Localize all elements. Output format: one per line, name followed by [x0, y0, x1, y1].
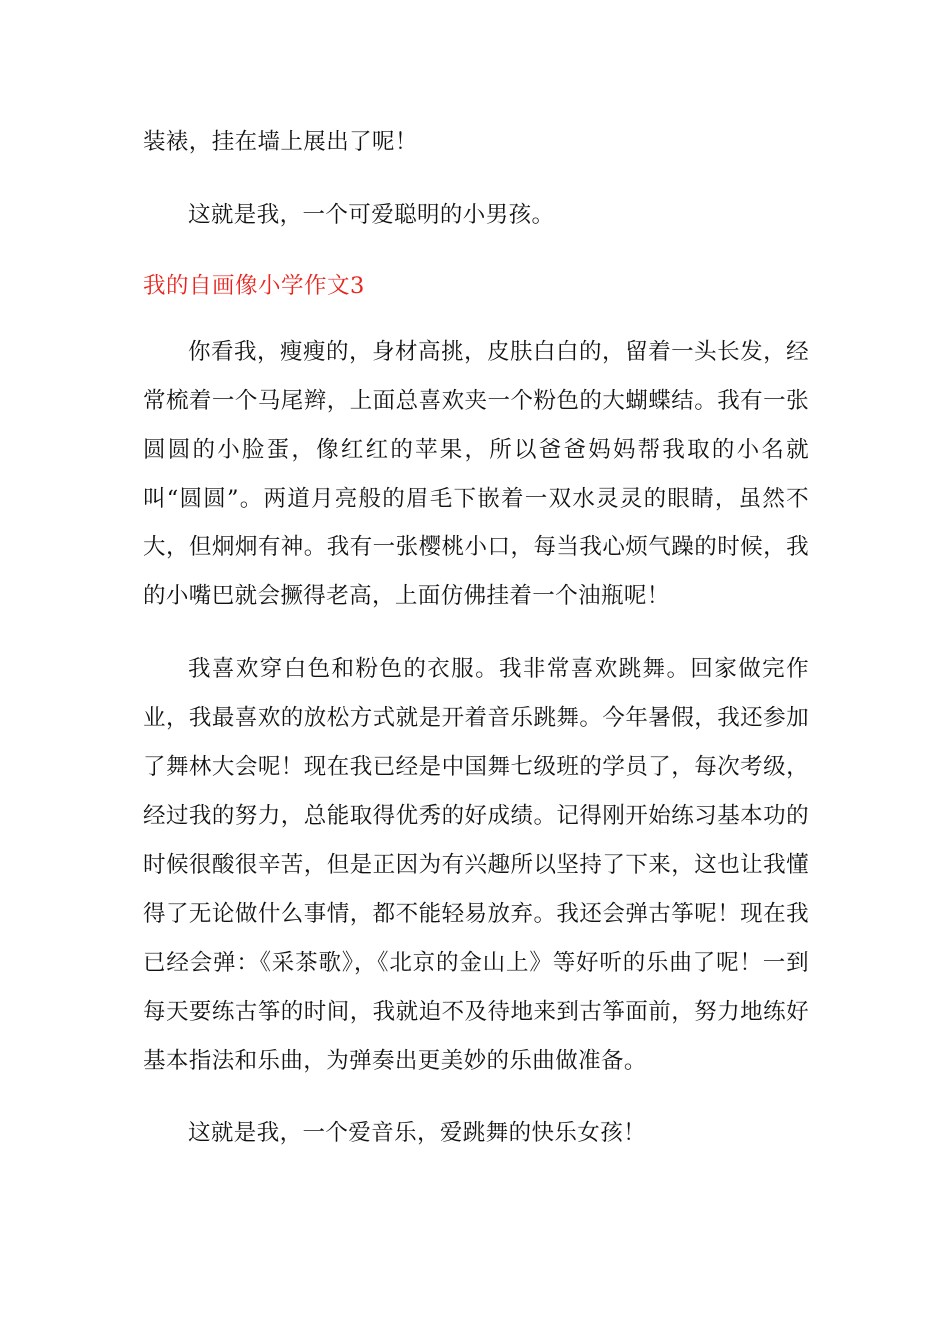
continuation-paragraph: 装裱，挂在墙上展出了呢！ [143, 129, 418, 155]
body-paragraph-appearance: 你看我，瘦瘦的，身材高挑，皮肤白白的，留着一头长发，经常梳着一个马尾辫，上面总喜欢夹一个粉色的大蝴蝶结。我有一张圆圆的小脸蛋，像红红的苹果，所以爸爸妈妈帮我取的小名就叫“圆圆”。两道月亮般的眉毛下嵌着一双水灵灵的眼睛，虽然不大，但炯炯有神。我有一张樱桃小口，每当我心烦气躁的时候，我的小嘴巴就会撅得老高，上面仿佛挂着一个油瓶呢！ [143, 338, 809, 610]
section-heading: 我的自画像小学作文3 [143, 272, 365, 299]
document-page [143, 118, 809, 1158]
closing-paragraph-girl: 这就是我，一个爱音乐，爱跳舞的快乐女孩！ [188, 1120, 647, 1147]
closing-paragraph-boy: 这就是我，一个可爱聪明的小男孩。 [188, 201, 555, 228]
body-paragraph-hobbies: 我喜欢穿白色和粉色的衣服。我非常喜欢跳舞。回家做完作业，我最喜欢的放松方式就是开着音乐跳舞。今年暑假，我还参加了舞林大会呢！现在我已经是中国舞七级班的学员了，每次考级，经过我的努力，总能取得优秀的好成绩。记得刚开始练习基本功的时候很酸很辛苦，但是正因为有兴趣所以坚持了下来，这也让我懂得了无论做什么事情，都不能轻易放弃。我还会弹古筝呢！现在我已经会弹：《采茶歌》，《北京的金山上》等好听的乐曲了呢！一到每天要练古筝的时间，我就迫不及待地来到古筝面前，努力地练好基本指法和乐曲，为弹奏出更美妙的乐曲做准备。 [143, 656, 809, 1074]
